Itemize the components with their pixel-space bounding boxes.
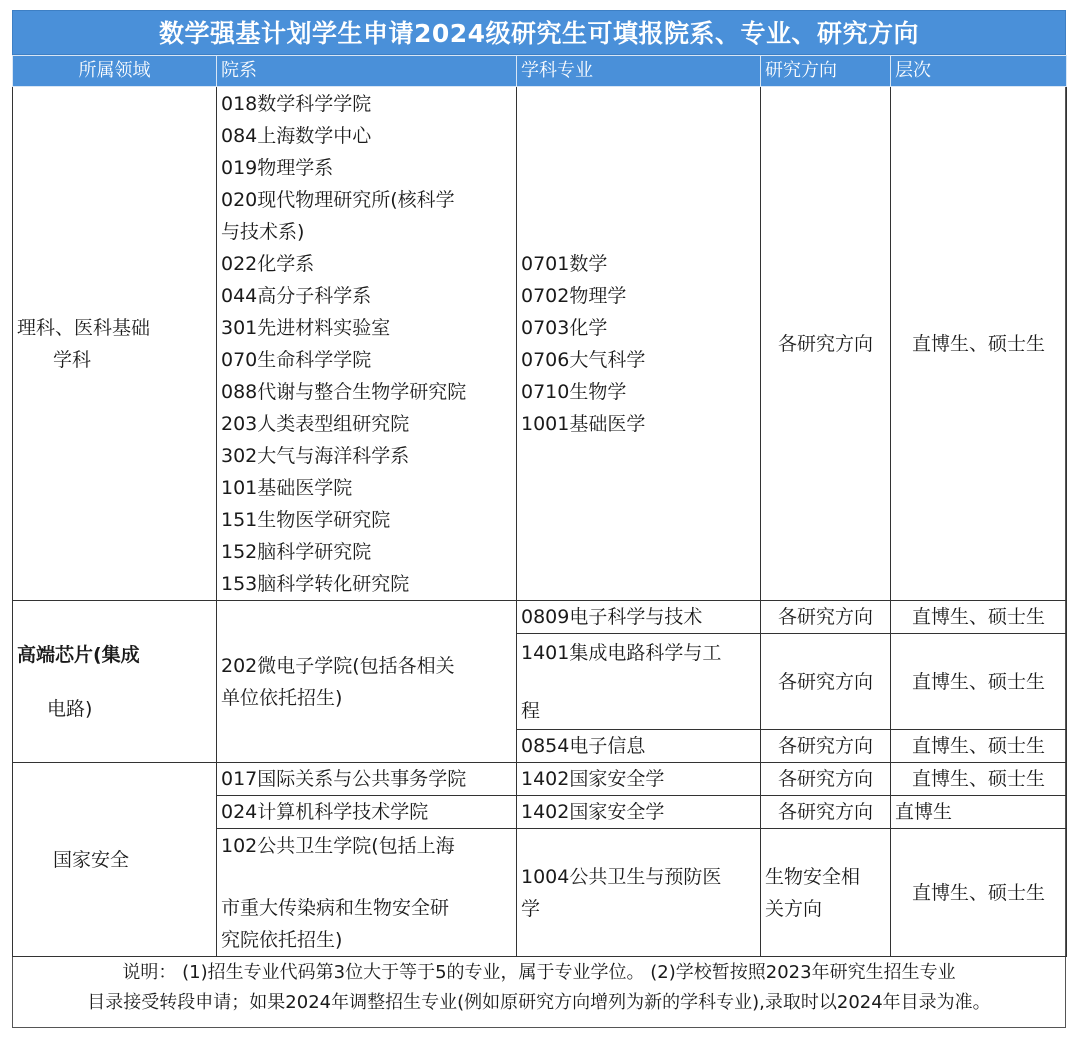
level-security-1: 直博生、硕士生: [891, 763, 1067, 796]
direction-security-1: 各研究方向: [761, 763, 891, 796]
list-item: 020现代物理研究所(核科学: [221, 188, 455, 211]
list-item: 022化学系: [221, 252, 315, 275]
list-item: 0710生物学: [521, 380, 627, 403]
dept-list-science: [217, 87, 517, 601]
major-list-science: [517, 87, 761, 601]
table-row-security: [13, 763, 1067, 796]
level-science: 直博生、硕士生: [891, 87, 1067, 601]
page-title: 数学强基计划学生申请2024级研究生可填报院系、专业、研究方向: [12, 10, 1066, 55]
list-item: 153脑科学转化研究院: [221, 572, 410, 595]
list-item: 101基础医学院: [221, 476, 353, 499]
majors-table: [12, 55, 1067, 957]
major-security-1: 1402国家安全学: [517, 763, 761, 796]
level-security-2: 直博生: [891, 796, 1067, 829]
field-security: 国家安全: [13, 763, 217, 957]
dept-security-1: 017国际关系与公共事务学院: [217, 763, 517, 796]
field-science: [13, 87, 217, 601]
list-item: 与技术系): [221, 220, 305, 243]
direction-chip-3: 各研究方向: [761, 730, 891, 763]
level-security-3: 直博生、硕士生: [891, 829, 1067, 957]
direction-chip-2: 各研究方向: [761, 634, 891, 730]
header-field: 所属领域: [13, 56, 217, 87]
footnote: [12, 950, 1066, 1028]
table-header-row: [13, 56, 1067, 87]
list-item: 301先进材料实验室: [221, 316, 391, 339]
list-item: 151生物医学研究院: [221, 508, 391, 531]
field-chip-line2: 电路): [47, 697, 93, 720]
major-security-3-line2: 学: [521, 897, 541, 920]
major-chip-3: 0854电子信息: [517, 730, 761, 763]
major-security-2: 1402国家安全学: [517, 796, 761, 829]
header-dept: 院系: [217, 56, 517, 87]
direction-security-3-line1: 生物安全相: [765, 865, 861, 888]
field-chip-line1: 高端芯片(集成: [17, 643, 140, 666]
list-item: 018数学科学学院: [221, 92, 372, 115]
direction-security-3: [761, 829, 891, 957]
major-security-3: [517, 829, 761, 957]
dept-security-3-line2: 市重大传染病和生物安全研: [221, 896, 450, 919]
field-science-line2: 学科: [53, 348, 92, 371]
direction-science: 各研究方向: [761, 87, 891, 601]
header-major: 学科专业: [517, 56, 761, 87]
list-item: 302大气与海洋科学系: [221, 444, 410, 467]
major-chip-2-line2: 程: [521, 699, 541, 722]
list-item: 088代谢与整合生物学研究院: [221, 380, 467, 403]
list-item: 070生命科学学院: [221, 348, 372, 371]
table-row-science: [13, 87, 1067, 601]
dept-chip-line1: 202微电子学院(包括各相关: [221, 654, 455, 677]
list-item: 0701数学: [521, 252, 608, 275]
dept-security-3: [217, 829, 517, 957]
field-science-line1: 理科、医科基础: [17, 316, 151, 339]
list-item: 1001基础医学: [521, 412, 646, 435]
header-level: 层次: [891, 56, 1067, 87]
list-item: 152脑科学研究院: [221, 540, 372, 563]
level-chip-2: 直博生、硕士生: [891, 634, 1067, 730]
table-row-chip: [13, 601, 1067, 634]
dept-security-3-line3: 究院依托招生): [221, 928, 343, 951]
list-item: 044高分子科学系: [221, 284, 372, 307]
dept-chip-line2: 单位依托招生): [221, 686, 343, 709]
direction-chip-1: 各研究方向: [761, 601, 891, 634]
major-security-3-line1: 1004公共卫生与预防医: [521, 865, 722, 888]
dept-chip: [217, 601, 517, 763]
direction-security-3-line2: 关方向: [765, 897, 823, 920]
direction-security-2: 各研究方向: [761, 796, 891, 829]
list-item: 0703化学: [521, 316, 608, 339]
dept-security-2: 024计算机科学技术学院: [217, 796, 517, 829]
major-chip-1: 0809电子科学与技术: [517, 601, 761, 634]
field-chip: [13, 601, 217, 763]
major-chip-2-line1: 1401集成电路科学与工: [521, 641, 722, 664]
major-chip-2: [517, 634, 761, 730]
list-item: 203人类表型组研究院: [221, 412, 410, 435]
list-item: 084上海数学中心: [221, 124, 372, 147]
level-chip-1: 直博生、硕士生: [891, 601, 1067, 634]
list-item: 0706大气科学: [521, 348, 646, 371]
list-item: 019物理学系: [221, 156, 334, 179]
dept-security-3-line1: 102公共卫生学院(包括上海: [221, 834, 455, 857]
level-chip-3: 直博生、硕士生: [891, 730, 1067, 763]
footnote-line2: 目录接受转段申请；如果2024年调整招生专业(例如原研究方向增列为新的学科专业),录取时以2024年目录为准。: [87, 992, 991, 1013]
list-item: 0702物理学: [521, 284, 627, 307]
header-direction: 研究方向: [761, 56, 891, 87]
footnote-line1: 说明： (1)招生专业代码第3位大于等于5的专业，属于专业学位。 (2)学校暂按照2023年研究生招生专业: [122, 962, 956, 983]
